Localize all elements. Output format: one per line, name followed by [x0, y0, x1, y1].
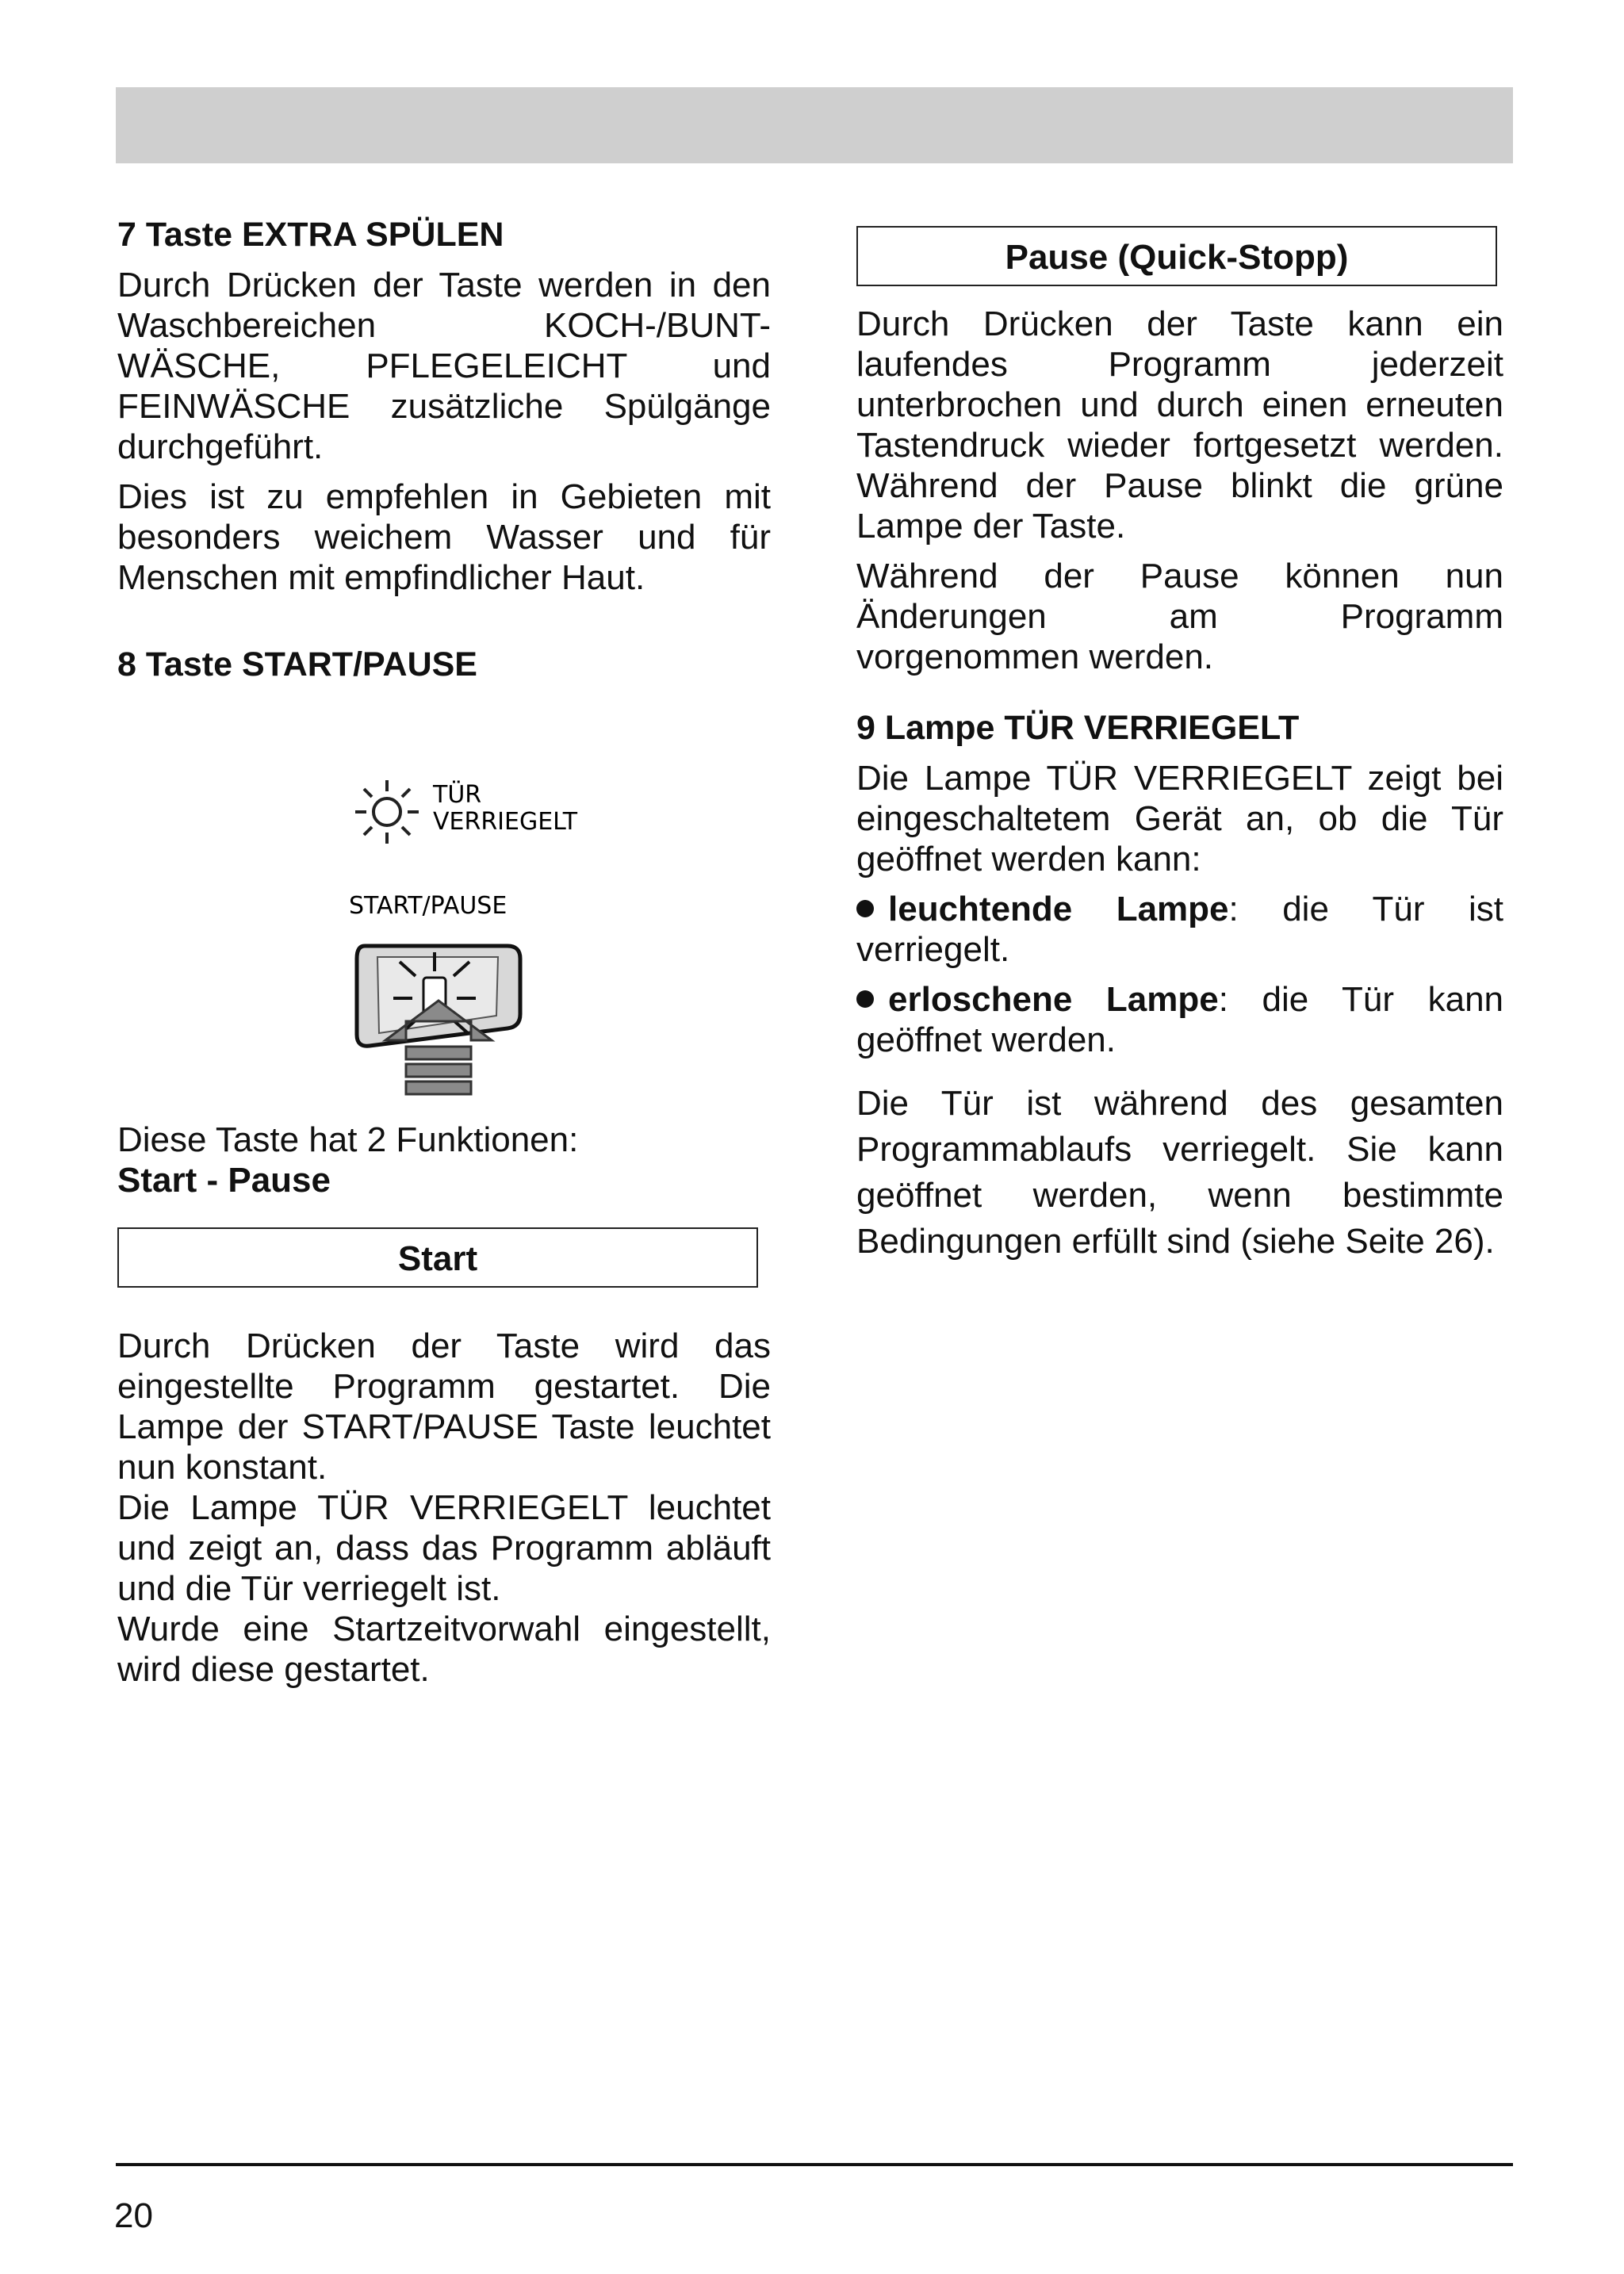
start-paragraph-2: Die Lampe TÜR VERRIEGELT leuchtet und zeigt an, dass das Programm abläuft und die Tür verriegelt ist.: [117, 1488, 771, 1608]
lamp-label-line-2: VERRIEGELT: [433, 808, 578, 836]
bullet-lit-lamp-bold: leuchtende Lampe: [888, 890, 1229, 928]
lamp-label-line-1: TÜR: [433, 781, 482, 809]
start-pause-button-icon: [357, 946, 520, 1046]
pause-box: Pause (Quick-Stopp): [856, 226, 1497, 286]
lamp-icon: [355, 780, 419, 844]
section-7-paragraph-1: Durch Drücken der Taste werden in den Waschbereichen KOCH-/BUNT-WÄSCHE, PFLEGELEICHT und FEINWÄSCHE zusätzliche Spülgänge durchgeführt.: [117, 266, 771, 466]
bullet-lit-lamp-text: : die Tür ist verriegelt.: [856, 890, 1503, 969]
bullet-lit-lamp: [856, 889, 1503, 970]
start-pause-figure: [117, 685, 771, 1097]
header-bar: [116, 87, 1513, 163]
bullet-off-lamp-bold: erloschene Lampe: [888, 980, 1219, 1019]
pause-paragraph-1: Durch Drücken der Taste kann ein laufendes Programm jederzeit unterbrochen und durch einen erneuten Tastendruck wieder fortgesetzt werden. Während der Pause blinkt die grüne Lampe der Taste.: [856, 304, 1503, 546]
bullet-off-lamp-text: : die Tür kann geöffnet werden.: [856, 980, 1504, 1059]
section-7-heading: 7 Taste EXTRA SPÜLEN: [117, 216, 504, 254]
page-number: 20: [114, 2196, 153, 2235]
section-9-paragraph-2: Die Tür ist während des gesamten Programmablaufs verriegelt. Sie kann geöffnet werden, wenn bestimmte Bedingungen erfüllt sind (siehe Seite 26).: [856, 1084, 1503, 1261]
functions-bold: Start - Pause: [117, 1161, 331, 1200]
section-9-heading: 9 Lampe TÜR VERRIEGELT: [856, 709, 1300, 747]
footer-rule: [116, 2163, 1513, 2166]
right-column: [856, 226, 1503, 1265]
functions-line: Diese Taste hat 2 Funktionen:: [117, 1120, 579, 1159]
bullet-off-lamp: [856, 979, 1503, 1060]
section-7-paragraph-2: Dies ist zu empfehlen in Gebieten mit besonders weichem Wasser und für Menschen mit empfindlicher Haut.: [117, 477, 771, 597]
start-paragraph-3: Wurde eine Startzeitvorwahl eingestellt, wird diese gestartet.: [117, 1610, 771, 1689]
bullet-dot-icon: [856, 900, 874, 917]
button-label: START/PAUSE: [349, 892, 508, 920]
left-column: [117, 214, 771, 1690]
bullet-dot-icon: [856, 990, 874, 1008]
start-pause-illustration: [117, 685, 771, 1097]
pause-paragraph-2: Während der Pause können nun Änderungen am Programm vorgenommen werden.: [856, 557, 1503, 676]
start-box: Start: [117, 1227, 758, 1288]
section-8-heading: 8 Taste START/PAUSE: [117, 645, 477, 683]
section-9-paragraph-1: Die Lampe TÜR VERRIEGELT zeigt bei eingeschaltetem Gerät an, ob die Tür geöffnet werden kann:: [856, 759, 1503, 879]
start-paragraph-1: Durch Drücken der Taste wird das eingestellte Programm gestartet. Die Lampe der START/PAUSE Taste leuchtet nun konstant.: [117, 1326, 771, 1487]
